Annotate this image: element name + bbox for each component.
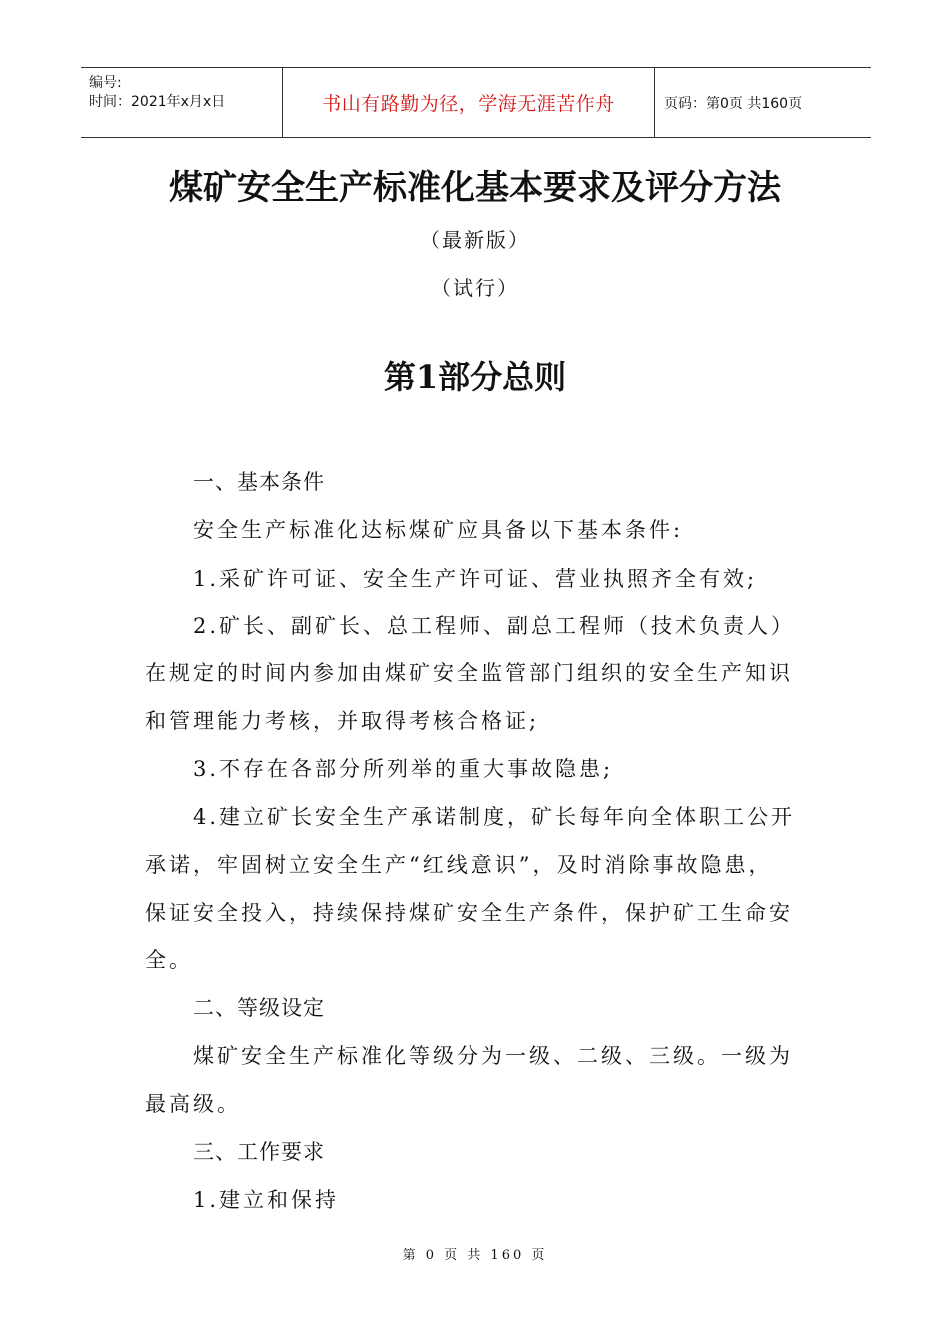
header-number-label: 编号: xyxy=(89,75,122,91)
page-footer: 第 0 页 共 160 页 xyxy=(402,1248,548,1263)
header-time-label: 时间：2021年x月x日 xyxy=(89,94,226,110)
paragraph-line: 保证安全投入，持续保持煤矿安全生产条件，保护矿工生命安 xyxy=(145,901,793,925)
paragraph-line: 最高级。 xyxy=(145,1092,241,1116)
section-heading-grade-setting: 二、等级设定 xyxy=(193,996,325,1020)
paragraph-line: 承诺，牢固树立安全生产“红线意识”，及时消除事故隐患， xyxy=(145,853,773,877)
paragraph-line: 2.矿长、副矿长、总工程师、副总工程师（技术负责人） xyxy=(193,614,796,638)
paragraph-line: 1.采矿许可证、安全生产许可证、营业执照齐全有效; xyxy=(193,567,758,591)
paragraph-line: 3.不存在各部分所列举的重大事故隐患; xyxy=(193,757,614,781)
header-motto: 书山有路勤为径，学海无涯苦作舟 xyxy=(283,68,655,137)
paragraph-line: 全。 xyxy=(145,948,193,972)
section-heading-work-requirements: 三、工作要求 xyxy=(193,1140,325,1164)
document-title: 煤矿安全生产标准化基本要求及评分方法 xyxy=(169,168,781,208)
paragraph-line: 在规定的时间内参加由煤矿安全监管部门组织的安全生产知识 xyxy=(145,661,793,685)
edition-label: （最新版） xyxy=(420,228,530,252)
header-meta-cell xyxy=(81,68,283,137)
paragraph-line: 煤矿安全生产标准化等级分为一级、二级、三级。一级为 xyxy=(193,1044,793,1068)
paragraph-line: 和管理能力考核，并取得考核合格证; xyxy=(145,709,540,733)
paragraph-line: 4.建立矿长安全生产承诺制度，矿长每年向全体职工公开 xyxy=(193,805,796,829)
paragraph-line: 安全生产标准化达标煤矿应具备以下基本条件: xyxy=(193,518,684,542)
status-label: （试行） xyxy=(431,276,519,300)
section-heading-basic-conditions: 一、基本条件 xyxy=(193,470,325,494)
header-page-info: 页码：第0页 共160页 xyxy=(664,95,803,112)
paragraph-line: 1.建立和保持 xyxy=(193,1188,340,1212)
page-header-table xyxy=(81,67,871,138)
part-title: 第1部分总则 xyxy=(383,358,567,396)
